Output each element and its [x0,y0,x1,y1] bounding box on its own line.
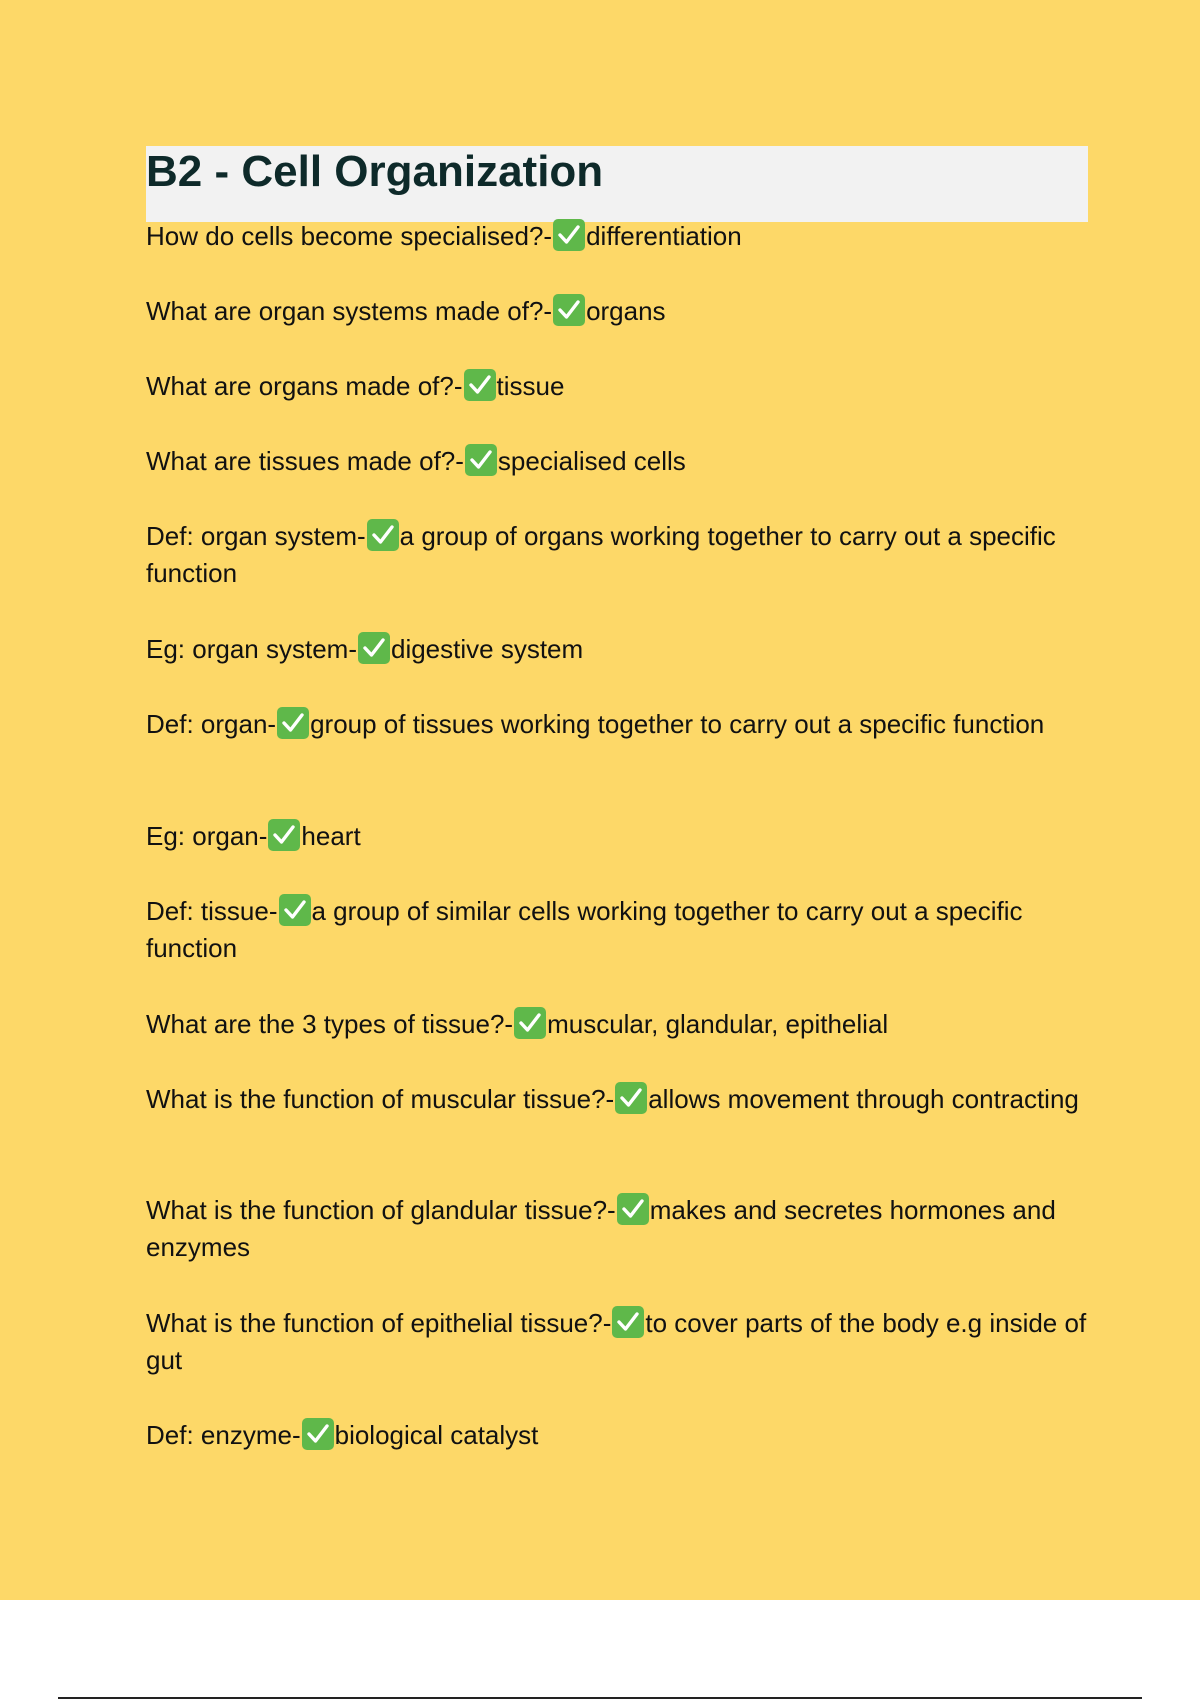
question-text: Def: organ system- [146,521,366,551]
answer-text: a group of organs working together to carry out a specific function [146,521,1056,588]
answer-text: group of tissues working together to carry out a specific function [310,709,1045,739]
qa-item [146,443,1096,480]
answer-text: digestive system [390,634,584,664]
question-text: Def: tissue- [146,896,278,926]
check-mark-icon [367,519,399,551]
title-bar [146,146,1088,222]
check-mark-icon [612,1306,644,1338]
question-text: What is the function of muscular tissue?- [146,1084,615,1114]
qa-item [146,518,1096,592]
check-mark-icon [277,707,309,739]
question-text: Def: organ- [146,709,277,739]
check-mark-icon [514,1007,546,1039]
answer-text: heart [301,821,361,851]
answer-text: allows movement through contracting [648,1084,1079,1114]
check-mark-icon [464,369,496,401]
check-mark-icon [553,294,585,326]
check-mark-icon [302,1418,334,1450]
question-text: What are organs made of?- [146,371,463,401]
qa-item [146,1006,1096,1043]
answer-text: to cover parts of the body e.g inside of gut [146,1308,1087,1375]
qa-item [146,1305,1096,1379]
qa-item [146,293,1096,330]
check-mark-icon [553,219,585,251]
question-text: How do cells become specialised?- [146,221,553,251]
answer-text: makes and secretes hormones and enzymes [146,1195,1056,1262]
qa-item [146,1192,1096,1266]
answer-text: biological catalyst [334,1420,539,1450]
page-title: B2 - Cell Organization [146,147,604,196]
qa-item [146,893,1096,967]
check-mark-icon [268,819,300,851]
question-text: Eg: organ- [146,821,268,851]
question-text: Def: enzyme- [146,1420,301,1450]
footer-divider [58,1697,1142,1699]
check-mark-icon [465,444,497,476]
qa-item [146,218,1096,255]
answer-text: tissue [496,371,565,401]
answer-text: specialised cells [497,446,686,476]
answer-text: organs [586,296,666,326]
question-text: What is the function of epithelial tissue?- [146,1308,612,1338]
qa-item [146,631,1096,668]
question-text: Eg: organ system- [146,634,357,664]
question-text: What is the function of glandular tissue?- [146,1195,616,1225]
qa-item [146,1417,1096,1454]
qa-item [146,1081,1096,1118]
answer-text: differentiation [586,221,742,251]
qa-item [146,368,1096,405]
check-mark-icon [617,1193,649,1225]
check-mark-icon [279,894,311,926]
question-text: What are organ systems made of?- [146,296,553,326]
qa-item [146,818,1096,855]
answer-text: a group of similar cells working together to carry out a specific function [146,896,1023,963]
answer-text: muscular, glandular, epithelial [547,1009,889,1039]
qa-item [146,706,1096,743]
question-text: What are the 3 types of tissue?- [146,1009,514,1039]
check-mark-icon [358,632,390,664]
check-mark-icon [615,1082,647,1114]
question-text: What are tissues made of?- [146,446,464,476]
